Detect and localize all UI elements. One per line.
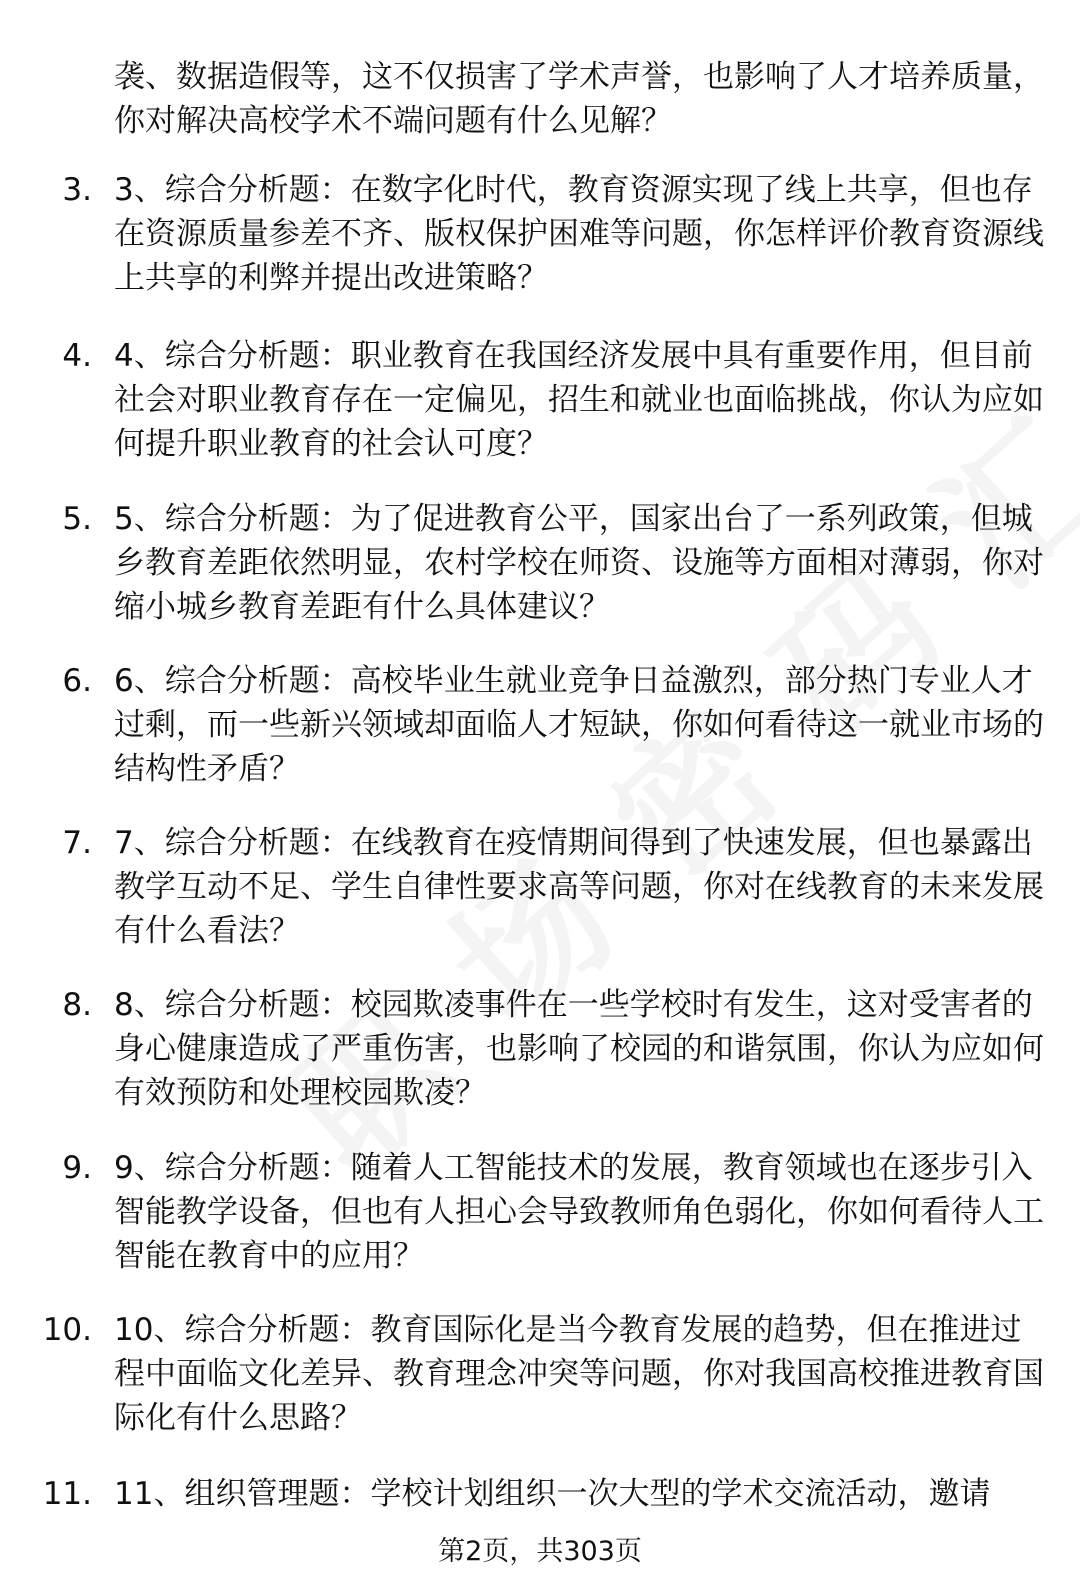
question-number: 4. (62, 338, 92, 374)
question-text: 8、综合分析题：校园欺凌事件在一些学校时有发生，这对受害者的身心健康造成了严重伤害，也影响了校园的和谐氛围，你认为应如何有效预防和处理校园欺凌？ (114, 987, 1044, 1111)
question-text: 3、综合分析题：在数字化时代，教育资源实现了线上共享，但也存在资源质量参差不齐、版权保护困难等问题，你怎样评价教育资源线上共享的利弊并提出改进策略？ (114, 172, 1044, 296)
question-number: 8. (62, 987, 92, 1023)
question-number: 7. (62, 825, 92, 861)
question-text: 11、组织管理题：学校计划组织一次大型的学术交流活动，邀请 (114, 1476, 991, 1512)
intro-paragraph: 袭、数据造假等，这不仅损害了学术声誉，也影响了人才培养质量，你对解决高校学术不端问题有什么见解？ (114, 59, 1044, 139)
question-number: 6. (62, 663, 92, 699)
question-number: 11. (42, 1476, 92, 1512)
page-footer: 第2页，共303页 (438, 1536, 642, 1567)
question-number: 9. (62, 1150, 92, 1186)
question-text: 4、综合分析题：职业教育在我国经济发展中具有重要作用，但目前社会对职业教育存在一定偏见，招生和就业也面临挑战，你认为应如何提升职业教育的社会认可度？ (114, 338, 1044, 462)
question-text: 10、综合分析题：教育国际化是当今教育发展的趋势，但在推进过程中面临文化差异、教育理念冲突等问题，你对我国高校推进教育国际化有什么思路？ (114, 1312, 1044, 1436)
question-text: 6、综合分析题：高校毕业生就业竞争日益激烈，部分热门专业人才过剩，而一些新兴领域却面临人才短缺，你如何看待这一就业市场的结构性矛盾？ (114, 663, 1044, 787)
question-text: 9、综合分析题：随着人工智能技术的发展，教育领域也在逐步引入智能教学设备，但也有人担心会导致教师角色弱化，你如何看待人工智能在教育中的应用？ (114, 1150, 1044, 1274)
question-number: 10. (42, 1312, 92, 1348)
question-number: 5. (62, 501, 92, 537)
question-text: 5、综合分析题：为了促进教育公平，国家出台了一系列政策，但城乡教育差距依然明显，农村学校在师资、设施等方面相对薄弱，你对缩小城乡教育差距有什么具体建议？ (114, 501, 1044, 625)
question-text: 7、综合分析题：在线教育在疫情期间得到了快速发展，但也暴露出教学互动不足、学生自律性要求高等问题，你对在线教育的未来发展有什么看法？ (114, 825, 1044, 949)
question-number: 3. (62, 172, 92, 208)
